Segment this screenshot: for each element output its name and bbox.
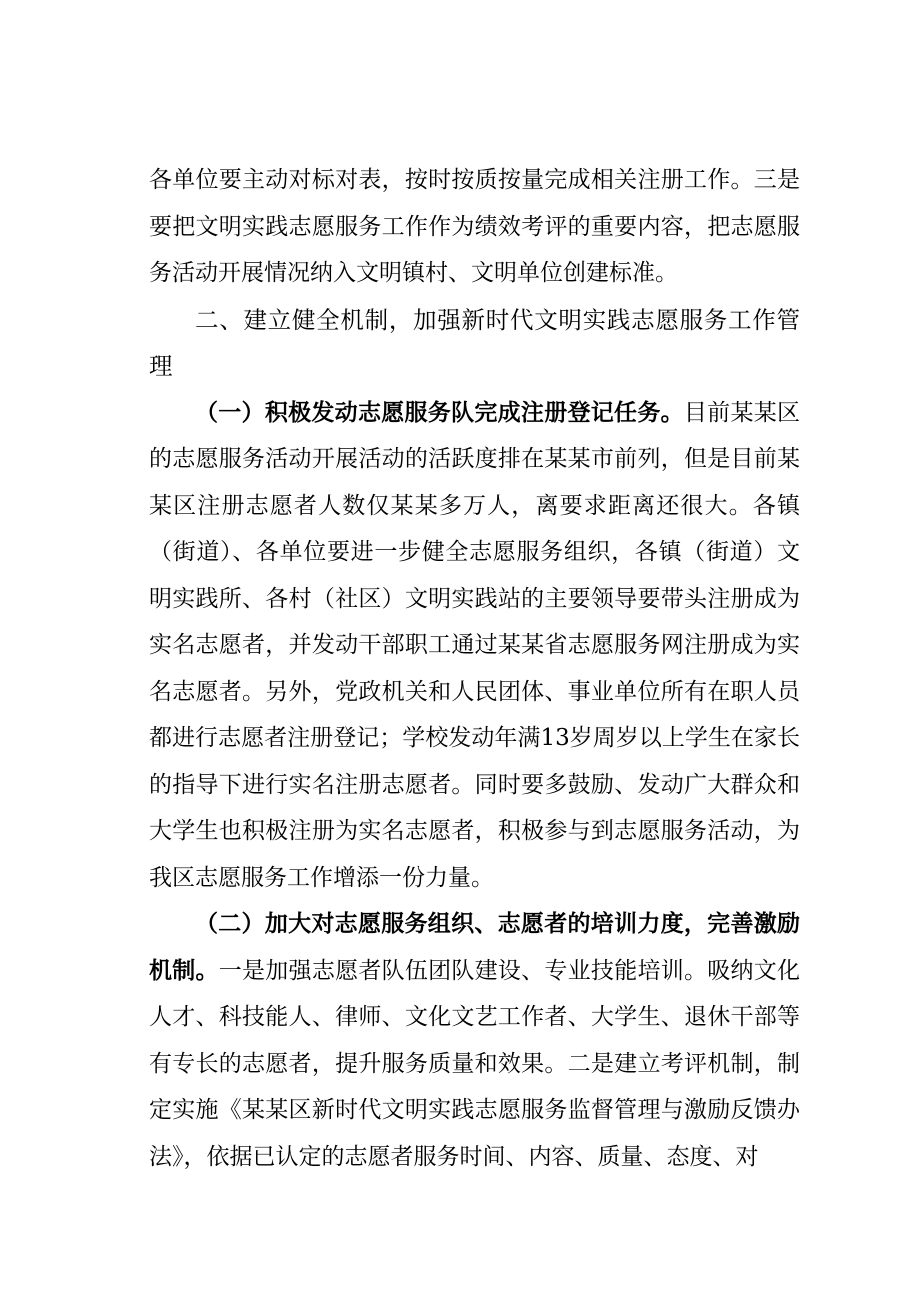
item-2-lead: （二）加大对志愿服务组织、志愿者的培训力度，完善激励机制。 [149,911,800,984]
document-body [149,157,800,1180]
item-2-paragraph [149,901,800,1180]
item-1-paragraph [149,390,800,902]
item-2-body: 一是加强志愿者队伍团队建设、专业技能培训。吸纳文化人才、科技能人、律师、文化文艺工作者、大学生、退休干部等有专长的志愿者，提升服务质量和效果。二是建立考评机制，制定实施《某某区新时代文明实践志愿服务监督管理与激励反馈办法》，依据已认定的志愿者服务时间、内容、质量、态度、对 [149,957,801,1170]
continued-paragraph: 各单位要主动对标对表，按时按质按量完成相关注册工作。三是要把文明实践志愿服务工作作为绩效考评的重要内容，把志愿服务活动开展情况纳入文明镇村、文明单位创建标准。 [149,167,800,286]
item-1-lead: （一）积极发动志愿服务队完成注册登记任务。 [195,399,684,426]
section-heading: 二、建立健全机制，加强新时代文明实践志愿服务工作管理 [149,305,800,380]
item-1-body: 目前某某区的志愿服务活动开展活动的活跃度排在某某市前列，但是目前某某区注册志愿者人数仅某某多万人，离要求距离还很大。各镇（街道）、各单位要进一步健全志愿服务组织，各镇（街道）文明实践所、各村（社区）文明实践站的主要领导要带头注册成为实名志愿者，并发动干部职工通过某某省志愿服务网注册成为实名志愿者。另外，党政机关和人民团体、事业单位所有在职人员都进行志愿者注册登记；学校发动年满13岁周岁以上学生在家长的指导下进行实名注册志愿者。同时要多鼓励、发动广大群众和大学生也积极注册为实名志愿者，积极参与到志愿服务活动，为我区志愿服务工作增添一份力量。 [149,399,801,891]
